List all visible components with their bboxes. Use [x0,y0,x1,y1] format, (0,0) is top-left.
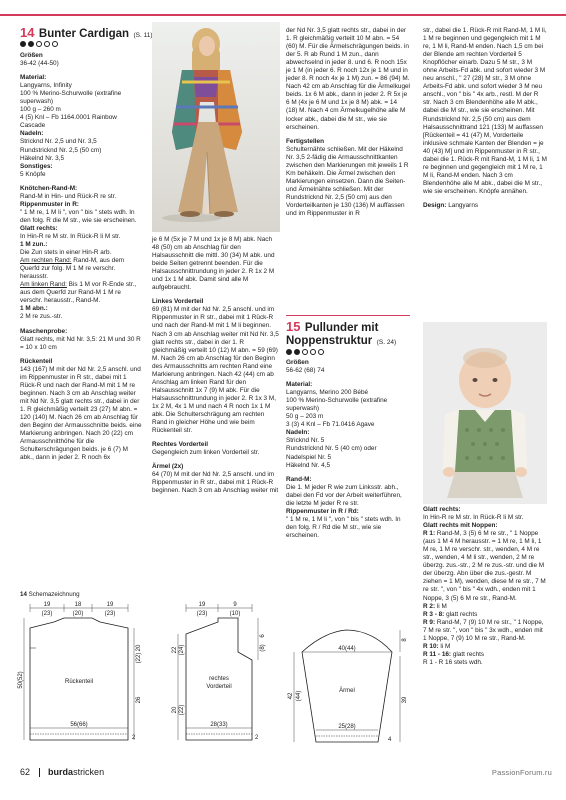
schema-dim: (22) [136,652,142,664]
heading-needles: Nadeln: [286,429,310,437]
model-15-heading [286,321,396,349]
sleeves-text-continued: der Nd Nr. 3,5 glatt rechts str., dabei in der 1. R gleichmäßig verteilt 10 M abn. = 54 (60) M. Für die Ärmelschrägungen beids. in der 5. R ab Rund 1 M zun., dann abwechselnd in jeder 8. und 6. R noch 15x je 1 M (in jeder 6. R noch 12x je 1 M und in jeder 8. R noch 4x je 1 M) zun. = 86 (94) M. Nach 42 cm ab Anschlag für die Ärmelkugel beids. 1x 6 M abk., dann in jeder 2. R 5x je 6 M (4x je 6 M und 1x je 8 M) abk. = 14 (18) M. Nach 4 cm Ärmelkugelhöhe alle M locker abk., dabei die M str., wie sie erscheinen. [286,27,410,131]
schema-dim: (24) [179,644,185,656]
difficulty-dot-empty [44,41,50,47]
difficulty-dot-filled [286,349,292,355]
difficulty-dot-filled [28,41,34,47]
row-text: li M [438,642,451,650]
column-1 [20,52,142,462]
finishing-text-continued: str., dabei die 1. Rück-R mit Rand-M, 1 M li, 1 M re beginnen und gegengleich mit 1 M re, 1 M li, Rand-M enden. Nach 1,5 cm bei der Blende am rechten Vorderteil 5 Knopflöcher einarb. Dazu 5 M str., 3 M ohne Arbeits-Fd abk. und sofort wieder 3 M neu anschl., " 27 (28) M str., 3 M ohne Arbeits-Fd abk. und sofort wieder 3 M neu anschl., von " bis " 4x arb., restl. M der R str. Nach 3 cm Blendenhöhe alle M abk., dabei die M str., wie sie erscheinen. Mit Rundstricknd Nr. 2,5 (50 cm) aus dem Halsausschnittrand 121 (133) M auffassen [Rückenteil = 41 (47) M, Vorderteile inklusive schmale Kanten der Blenden = je 40 (43) M] und im Rippenmuster in R str., dabei die 1. Rück-R mit Rand-M, 1 M li, 1 M re beginnen und gegengleich mit 1 M re, 1 M li, Rand-M enden. Nach 3 cm Blendenhöhe alle M abk., dabei die M str., wie sie erscheinen. Knöpfe annähen. [423,27,547,195]
increase-text: Die Zun stets in einer Hin-R arb. [20,249,112,257]
decrease-text: 2 M re zus.-str. [20,313,63,321]
schema-dim: 19 [106,602,114,608]
heading-material: Material: [20,74,47,82]
schema-dim: 20 [136,644,142,652]
rib-text: " 1 M re, 1 M li ", von " bis " stets wdh. In den folg. R / Rd die M str., wie sie erscheinen. [286,515,401,539]
difficulty-dot-empty [310,349,316,355]
schema-dim: 20 [172,706,178,714]
material-line: 100 g – 260 m [20,106,61,114]
increase-left-text: Bis 1 M vor R-Ende str., aus dem Querfd zur Rand-M 1 M re verschr. herausstr., Rand-M. [20,281,137,305]
row-label: R 10: [423,642,439,650]
schema-dim: 19 [198,602,206,608]
sizes: 56-62 (68) 74 [286,367,325,375]
column-4 [423,27,547,210]
schema-dim: 40(44) [338,646,356,652]
model-title: Noppenstruktur [286,335,373,347]
schema-dim: (10) [229,611,241,617]
difficulty-dot-empty [52,41,58,47]
difficulty-dot-empty [36,41,42,47]
schema-dim: (23) [104,611,116,617]
schema-label-sleeve: Ärmel [339,688,355,694]
increase-left-label: Am linken Rand: [20,281,67,289]
schema-dim: 22 [172,646,178,654]
schema-dim: 26 [136,696,142,704]
repeat-text: R 1 - R 16 stets wdh. [423,658,483,666]
column-4-model-15 [423,506,547,667]
increase-right-label: Am rechten Rand: [20,257,72,265]
stockinette-text: In Hin-R re M str. In Rück-R li M str. [423,514,524,522]
sizes: 36-42 (44-50) [20,60,59,68]
needles-line: Häkelnd Nr. 3,5 [20,154,65,162]
material-line: 4 (5) Knl – Fb 1164.0001 Rainbow Cascade [20,114,117,130]
row-text: glatt rechts [444,610,478,618]
schema-front-piece [172,602,266,741]
heading-increase: 1 M zun.: [20,241,48,249]
material-line: 100 % Merino-Schurwolle (extrafine superwash) [20,90,122,106]
heading-sizes: Größen [286,359,309,366]
schema-dim: 56(66) [70,722,88,728]
rib-text: " 1 M re, 1 M li ", von " bis " stets wdh. In den folg. R die M str., wie sie erscheinen. [20,208,137,224]
model-title: Bunter Cardigan [38,28,130,40]
needles-line: Stricknd Nr. 5 [286,437,325,445]
row-text: li M [435,602,447,610]
schema-sleeve [288,630,408,743]
heading-right-front: Rechtes Vorderteil [152,441,208,449]
schema-drawing [20,600,415,760]
schema-dim: 19 [43,602,51,608]
heading-back: Rückenteil [20,357,53,365]
heading-stockinette: Glatt rechts: [423,506,461,513]
needles-line: Nadelspiel Nr. 5 [286,453,332,461]
back-text-continued: je 6 M (5x je 7 M und 1x je 8 M) abk. Nach 48 (50) cm ab Anschlag für den Halsausschnitt die mittl. 30 (34) M abk. und beide Seiten getrennt beenden. Für die Halsausschnittrundung in jeder 2. R 1x 2 M und 1x 1 M abk. Damit sind alle M aufgebraucht. [152,236,275,292]
page-footer [20,767,104,777]
material-line: 50 g – 203 m [286,413,324,421]
other-line: 5 Knöpfe [20,170,46,178]
needles-line: Rundstricknd Nr. 2,5 (50 cm) [20,146,102,154]
heading-stockinette: Glatt rechts: [20,224,58,232]
right-front-text: Gegengleich zum linken Vorderteil str. [152,449,260,457]
model-title: Pullunder mit [304,322,379,334]
schema-dim: (22) [179,704,185,716]
difficulty-dot-empty [302,349,308,355]
brand-regular: stricken [73,767,105,777]
gauge-text: Glatt rechts, mit Nd Nr. 3,5: 21 M und 30 R = 10 x 10 cm [20,335,141,351]
schema-dim: 42 [288,692,294,700]
schema-number: 14 [20,591,27,598]
schema-dim: 4 [388,737,392,743]
schema-dim: 28(33) [210,722,228,728]
heading-edge-stitch: Knötchen-Rand-M: [20,184,78,192]
schema-dim: 25(28) [338,724,356,730]
heading-rib: Rippenmuster in R: [20,200,79,208]
row-label: R 9: [423,618,436,626]
schema-label-front: rechtes [209,676,229,682]
schema-back-piece [18,602,142,741]
left-front-text: 69 (81) M mit der Nd Nr. 2,5 anschl. und im Rippenmuster in R str., dabei mit 1 Rück-R und nach der Rand-M mit 1 M li beginnen. Nach 3 cm ab Anschlag weiter mit Nd Nr. 3,5 glatt rechts str., dabei in der 1. R gleichmäßig verteilt 10 (12) M abn. = 59 (69) M. Nach 26 cm ab Anschlag für den Beginn des Armausschnitts am rechten Rand eine Markierung anbringen. Nach 42 (44) cm ab Anschlag am linken Rand für den Halsausschnitt 1x 7 (9) M abk. Für die Halsausschnittrundung in jeder 2. R 1x 3 M, 1x 2 M, 4x 1 M und nach 4 R noch 1x 1 M abk. Die Schulterschrägung am rechten Rand in gleicher Höhe und wie beim Rückenteil str. [152,306,279,435]
heading-left-front: Linkes Vorderteil [152,298,204,306]
row-text: glatt rechts [451,650,485,658]
material-line: 100 % Merino-Schurwolle (extrafine superwash) [286,397,388,413]
design-value: Langyarns [448,201,479,209]
material-line: 3 (3) 4 Knl – Fb 71.0416 Agave [286,421,375,429]
difficulty-rating [286,349,324,355]
model-15-rule [286,315,410,316]
heading-finishing: Fertigstellen [286,137,324,145]
difficulty-dot-filled [294,349,300,355]
row-label: R 3 - 8: [423,610,445,618]
difficulty-dot-empty [318,349,324,355]
page-number: 62 [20,767,31,777]
schema-label-back: Rückenteil [64,679,94,685]
design-label: Design: [423,201,447,209]
schema-dim: 6 [260,634,266,638]
needles-line: Häkelnd Nr. 4,5 [286,461,331,469]
page-ref: (S. 11) [133,32,153,39]
watermark: PassionForum.ru [491,768,552,777]
schema-dim: 50(52) [18,671,24,689]
edge-stitch-text: Die 1. M jeder R wie zum Linksstr. abh., dabei den Fd vor der Arbeit weiterführen, die letzte M jeder R re str. [286,483,402,507]
sleeves-text: 64 (70) M mit der Nd Nr. 2,5 anschl. und im Rippenmuster in R str., dabei mit 1 Rück-R beginnen. Nach 3 cm ab Anschlag weiter mit [152,471,279,495]
brand-bold: burda [48,767,74,777]
photo-baby-vest [423,322,547,504]
material-line: Langyarns, Infinity [20,82,72,90]
heading-needles: Nadeln: [20,130,44,138]
heading-other: Sonstiges: [20,162,53,170]
row-label: R 1: [423,530,436,538]
photo-cardigan [152,22,280,232]
needles-line: Rundstricknd Nr. 5 (40 cm) oder [286,445,377,453]
photo-baby-illustration [423,322,547,504]
schema-dim: 2 [255,735,259,741]
heading-gauge: Maschenprobe: [20,327,68,335]
schema-dim: 39 [402,696,408,704]
difficulty-rating [20,41,58,47]
photo-cardigan-illustration [152,22,280,232]
back-text: 143 (167) M mit der Nd Nr. 2,5 anschl. und im Rippenmuster in R str., dabei mit 1 Rück-R und nach der Rand-M mit 1 M re beginnen. Nach 3 cm ab Anschlag weiter mit Nd Nr. 3,5 glatt rechts str., dabei in der 1. R gleichmäßig verteilt 23 (27) M abn. = 120 (140) M. Nach 26 cm ab Anschlag für den Beginn der Armausschnitte beids. eine Markierung anbringen. Nach 20 (22) cm Armausschnitthöhe für die Schulterschrägungen beids. je 6 (7) M abk., dann in jeder 2. R noch 6x [20,365,142,462]
row-text: Rand-M, 3 (5) 6 M re str., " 1 Noppe (aus 1 M 4 M herausstr. = 1 M re, 1 M li, 1 M re, 1 M re verschr. str., wenden, 4 M re str., wenden, 4 M li str., wenden, 2 M re überzg. zus.-str., 2 M re zus.-str. und die M der überzg. Abn über die zus.-gestr. M ziehen = 1 M), wenden, diese M re str., 7 M re str. ", von " bis " 4x wdh., enden mit 1 Noppe, 3 (5) 6 M re str., Rand-M. [423,530,546,602]
footer-divider [39,768,40,777]
schema-dim: (8) [260,644,266,652]
row-text: Rand-M, 7 (9) 10 M re str., " 1 Noppe, 7 M re str. ", von " bis " 3x wdh., enden mit 1 Noppe, 7 (9) 10 M re str., Rand-M. [423,618,544,642]
needles-line: Stricknd Nr. 2,5 und Nr. 3,5 [20,138,97,146]
schema-dim: 18 [74,602,82,608]
row-label: R 11 - 16: [423,650,452,658]
heading-sleeves: Ärmel (2x) [152,463,184,471]
schema-dim: 9 [233,602,237,608]
increase-right-text: Rand-M, aus dem Querfd zur folg. M 1 M re verschr. herausstr. [20,257,125,281]
schema-title-text: Schemazeichnung [26,591,80,598]
difficulty-dot-filled [20,41,26,47]
row-label: R 2: [423,602,436,610]
schema-dim: (23) [196,611,208,617]
finishing-text: Schulternähte schließen. Mit der Häkelnd Nr. 3,5 2-fädig die Armausschnittkanten zwischen den Markierungen mit jeweils 1 R Km behäkeln. Die Ärmel zwischen den Markierungen einsetzen. Dann die Seiten- und Ärmelnähte schließen. Mit der Rundstricknd Nr. 2,5 (50 cm) aus den Vorderteilkanten je 130 (136) M auffassen und im Rippenmuster in R [286,145,409,218]
schema-title [20,591,80,598]
schema-dim: 8 [402,638,408,642]
column-3 [286,27,410,218]
model-number: 15 [286,319,301,334]
heading-decrease: 1 M abn.: [20,305,48,313]
model-14-heading [20,24,153,42]
model-number: 14 [20,25,35,40]
schema-dim: 2 [132,735,136,741]
schema-label-front: Vorderteil [206,684,232,690]
heading-sizes: Größen [20,52,43,59]
page-ref: (S. 24) [376,339,397,346]
edge-stitch-text: Rand-M in Hin- und Rück-R re str. [20,192,117,200]
schema-dim: (23) [41,611,53,617]
heading-bobble-pattern: Glatt rechts mit Noppen: [423,522,498,530]
stockinette-text: In Hin-R re M str. In Rück-R li M str. [20,232,121,240]
schema-dim: (44) [296,690,302,702]
heading-material: Material: [286,381,313,389]
heading-edge-stitch: Rand-M: [286,475,312,483]
material-line: Langyarns, Merino 200 Bébé [286,389,369,397]
column-3-model-15 [286,359,410,540]
column-2 [152,236,280,495]
schema-dim: (20) [72,611,84,617]
header-rule [0,14,566,16]
heading-rib: Rippenmuster in R / Rd: [286,507,359,515]
